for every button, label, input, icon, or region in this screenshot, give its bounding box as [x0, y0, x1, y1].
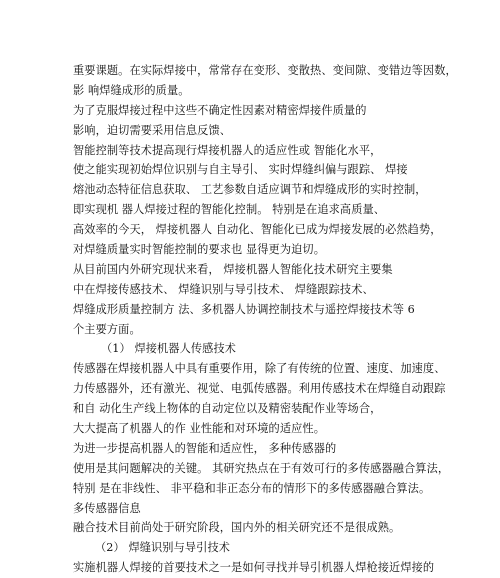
section-heading-sensing: （1） 焊接机器人传感技术 [101, 342, 237, 356]
section-heading-seam-guidance: （2） 焊缝识别与导引技术 [95, 541, 231, 555]
text-line: 使用是其问题解决的关键。 其研究热点在于有效可行的多传感器融合算法， [73, 461, 450, 475]
text-line: 高效率的今天， 焊接机器人 自动化、智能化已成为焊接发展的必然趋势， [73, 223, 442, 237]
text-line: 个主要方面。 [73, 322, 141, 336]
text-line: 力传感器外，还有激光、视觉、电弧传感器。利用传感技术在焊缝自动跟踪 [73, 382, 446, 396]
text-line: 使之能实现初始焊位识别与自主导引、 实时焊缝纠偏与跟踪、 焊接 [73, 163, 408, 177]
text-line: 和自 动化生产线上物体的自动定位以及精密装配作业等场合， [73, 402, 382, 416]
text-line: 对焊缝质量实时智能控制的要求也 显得更为迫切。 [73, 243, 325, 257]
text-line: 实施机器人焊接的首要技术之一是如何寻找并导引机器人焊枪接近焊接的 [73, 561, 435, 575]
text-line: 融合技术目前尚处于研究阶段，国内外的相关研究还不是很成熟。 [73, 521, 401, 535]
text-line: 传感器在焊接机器人中具有重要作用，除了有传统的位置、速度、加速度、 [73, 362, 446, 376]
text-line: 特别 是在非线性、 非平稳和非正态分布的情形下的多传感器融合算法。 [73, 481, 431, 495]
text-line: 中在焊接传感技术、 焊缝识别与导引技术、 焊缝跟踪技术、 [73, 282, 374, 296]
text-line: 智能控制等技术提高现行焊接机器人的适应性或 智能化水平， [73, 143, 382, 157]
text-line: 熔池动态特征信息获取、 工艺参数自适应调节和焊缝成形的实时控制， [73, 183, 427, 197]
text-line: 即实现机 器人焊接过程的智能化控制。 特别是在追求高质量、 [73, 203, 386, 217]
text-line: 为了克服焊接过程中这些不确定性因素对精密焊接件质量的 [73, 103, 367, 117]
text-line: 影 响焊缝成形的质量。 [73, 83, 190, 97]
text-line: 影响，迫切需要采用信息反馈、 [73, 123, 232, 137]
text-line: 重要课题。在实际焊接中，常常存在变形、变散热、变间隙、变错边等因数， [73, 64, 457, 77]
text-line: 大大提高了机器人的作 业性能和对环境的适应性。 [73, 422, 325, 436]
text-line: 焊缝成形质量控制方 法、多机器人协调控制技术与遥控焊接技术等 6 [73, 302, 415, 316]
document-body [73, 61, 457, 578]
text-line: 从目前国内外研究现状来看， 焊接机器人智能化技术研究主要集 [73, 262, 393, 276]
text-line: 为进一步提高机器人的智能和适应性， 多种传感器的 [73, 441, 337, 455]
text-line: 多传感器信息 [73, 501, 141, 515]
